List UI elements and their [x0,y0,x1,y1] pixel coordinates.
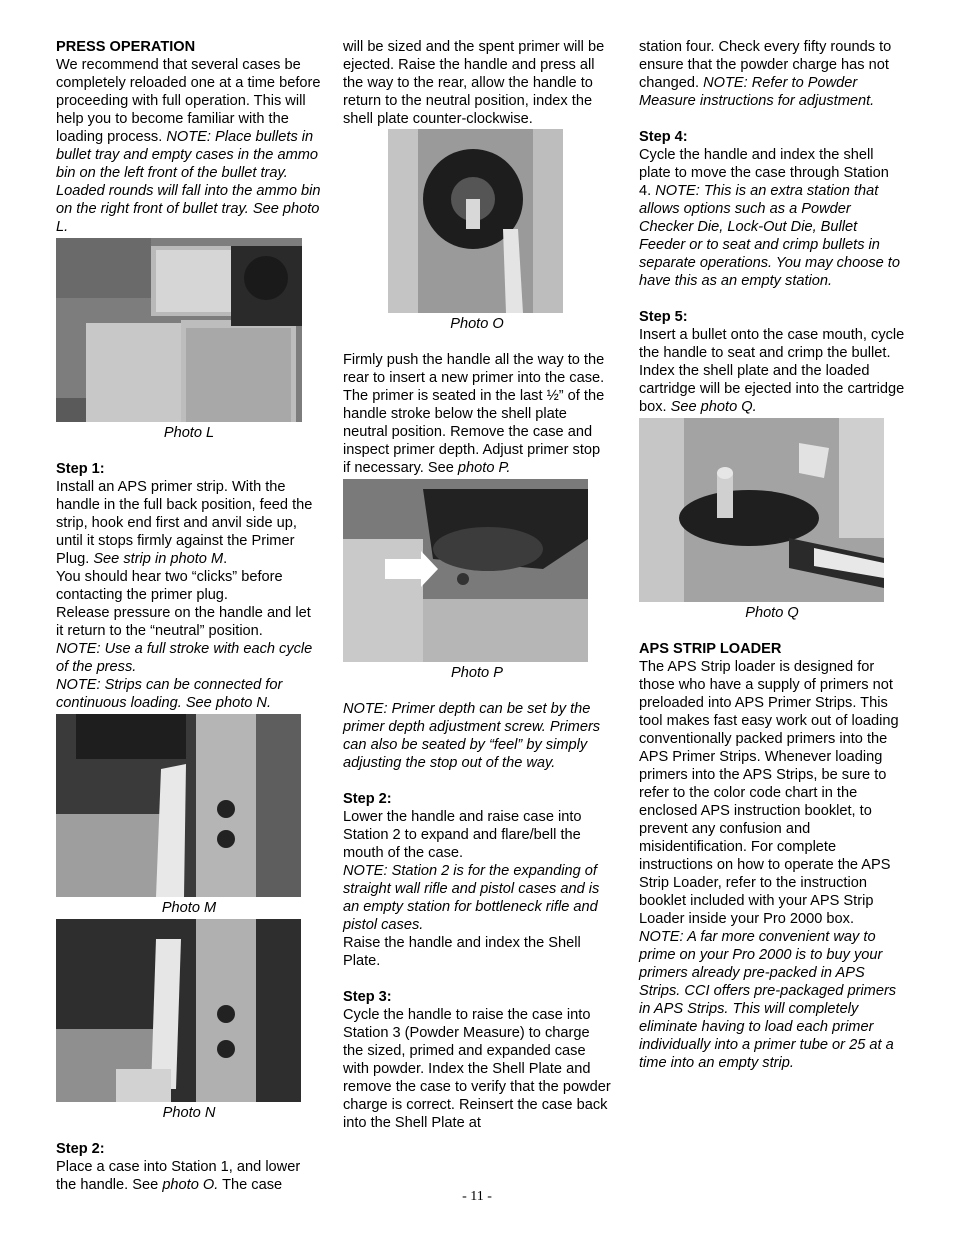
aps-strip-loader-note: NOTE: A far more convenient way to prime on your Pro 2000 is to buy your primers already pre-packed in APS Strips. CCI offers pre-packaged primers in APS Strips. This will completely eliminate having to load each primer individually into a primer tube or 25 at a time into an empty strip. [639,929,897,1071]
photo-o [388,129,563,313]
station-1-continued: will be sized and the spent primer will be ejected. Raise the handle and press all the way to the rear, allow the handle to return to the neutral position, index the shell plate counter-clockwise. [343,39,605,127]
column-2 [343,38,611,1132]
photo-p [343,479,588,662]
photo-q [639,418,884,602]
step-3-text: Cycle the handle to raise the case into Station 3 (Powder Measure) to charge the sized, primed and expanded case with powder. Index the Shell Plate and remove the case to verify that the powder charge is correct. Reinsert the case back into the Shell Plate at [343,1007,611,1131]
step-2-note: NOTE: Station 2 is for the expanding of straight wall rifle and pistol cases and is an empty station for bottleneck rifle and pistol cases. [343,863,600,933]
photo-n [56,919,301,1102]
step-4-heading: Step 4: [639,129,688,145]
step-2-heading-col1: Step 2: [56,1141,105,1157]
photo-o-image [388,129,563,313]
step-1-note-2: NOTE: Strips can be connected for continuous loading. See photo N. [56,677,283,711]
photo-m [56,714,301,897]
aps-strip-loader-heading: APS STRIP LOADER [639,641,782,657]
photo-l-caption: Photo L [163,425,215,441]
press-operation-heading: PRESS OPERATION [56,39,196,55]
step-1-release: Release pressure on the handle and let it return to the “neutral” position. [56,605,311,639]
step-4-text: Cycle the handle and index the shell plate to move the case through Station 4. NOTE: This is an extra station that allows options such as a Powder Checker Die, Lock-Out Die, Bullet Feeder or to seat and crimp bullets in separate operations. You may choose to have this as an empty station. [639,147,900,289]
column-3 [639,38,905,1072]
photo-q-image [639,418,884,602]
aps-strip-loader-text: The APS Strip loader is designed for those who have a supply of primers not preloaded into APS Primer Strips. This tool makes fast easy work out of loading conventionally packed primers into the APS Primer Strips. Whenever loading primers into the APS Strips, be sure to refer to the color code chart in the enclosed APS instruction booklet, to prevent any confusion and misidentification. For complete instructions on how to operate the APS Strip Loader, refer to the instruction booklet included with your APS Strip Loader inside your Pro 2000 box. [639,659,899,927]
step-2-heading-col2: Step 2: [343,791,392,807]
photo-p-image [343,479,588,662]
step-2-text-col1: Place a case into Station 1, and lower the handle. See photo O. The case [56,1159,301,1193]
step-1-text: Install an APS primer strip. With the handle in the full back position, feed the strip, hook end first and anvil side up, until it stops firmly against the Primer Plug. See strip in photo M. [56,479,313,567]
photo-o-caption: Photo O [450,316,504,332]
column-1 [56,38,322,1194]
primer-instructions: Firmly push the handle all the way to the rear to insert a new primer into the case. The primer is seated in the last ½” of the handle stroke below the shell plate neutral position. Remove the case and inspect primer depth. Adjust primer stop if necessary. See photo P. [343,352,605,476]
step-1-note-1: NOTE: Use a full stroke with each cycle of the press. [56,641,313,675]
photo-m-caption: Photo M [161,900,217,916]
step-1-heading: Step 1: [56,461,105,477]
photo-m-image [56,714,301,897]
step-3-heading: Step 3: [343,989,392,1005]
primer-depth-note: NOTE: Primer depth can be set by the primer depth adjustment screw. Primers can also be seated by “feel” by simply adjusting the stop out of the way. [343,701,601,771]
photo-n-caption: Photo N [162,1105,216,1121]
step-2-index: Raise the handle and index the Shell Plate. [343,935,581,969]
step-5-heading: Step 5: [639,309,688,325]
photo-l [56,238,302,422]
photo-q-caption: Photo Q [745,605,799,621]
step-1-clicks: You should hear two “clicks” before contacting the primer plug. [56,569,283,603]
photo-p-caption: Photo P [451,665,503,681]
step-2-text-col2: Lower the handle and raise case into Station 2 to expand and flare/bell the mouth of the case. [343,809,582,861]
press-operation-intro: We recommend that several cases be completely reloaded one at a time before proceeding with full operation. This will help you to become familiar with the loading process. NOTE: Place bullets in bullet tray and empty cases in the ammo bin on the left front of the bullet tray. Loaded rounds will fall into the ammo bin on the right front of bullet tray. See photo L. [56,57,321,235]
step-5-text: Insert a bullet onto the case mouth, cycle the handle to seat and crimp the bullet. Index the shell plate and the loaded cartridge will be ejected into the cartridge box. See photo Q. [639,327,905,415]
photo-l-image [56,238,302,422]
page-number: - 11 - [462,1189,492,1204]
photo-n-image [56,919,301,1102]
station-4-continued: station four. Check every fifty rounds to ensure that the powder charge has not changed. NOTE: Refer to Powder Measure instructions for adjustment. [639,39,892,109]
